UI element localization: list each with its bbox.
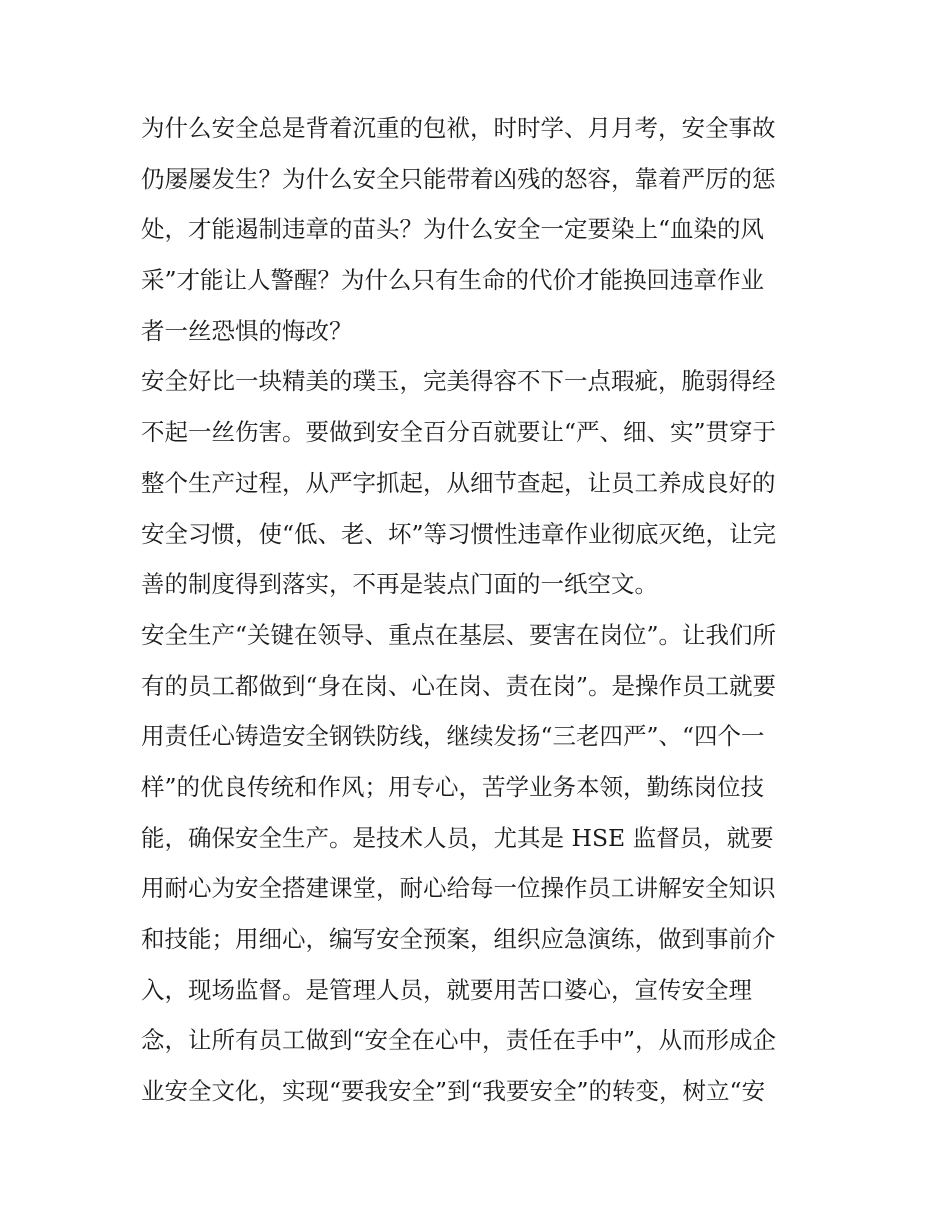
text-line: 采”才能让人警醒？为什么只有生命的代价才能换回违章作业: [141, 266, 765, 295]
paragraph-1: [141, 103, 811, 356]
text-line: 业安全文化，实现“要我安全”到“我要安全”的转变，树立“安: [141, 1077, 766, 1106]
text-line: 有的员工都做到“身在岗、心在岗、责在岗”。是操作员工就要: [141, 671, 777, 700]
text-line: 和技能；用细心，编写安全预案，组织应急演练，做到事前介: [141, 925, 776, 953]
text-line: 善的制度得到落实，不再是装点门面的一纸空文。: [141, 570, 658, 599]
document-body: [141, 103, 811, 1117]
paragraph-2: [141, 356, 811, 609]
text-line: 安全生产“关键在领导、重点在基层、要害在岗位”。让我们所: [141, 620, 777, 649]
text-line: 用责任心铸造安全钢铁防线，继续发扬“三老四严”、“四个一: [141, 722, 765, 751]
text-line: 整个生产过程，从严字抓起，从细节查起，让员工养成良好的: [141, 468, 776, 497]
text-line: 安全好比一块精美的璞玉，完美得容不下一点瑕疵，脆弱得经: [141, 367, 776, 396]
text-line: 入，现场监督。是管理人员，就要用苦口婆心，宣传安全理: [141, 975, 752, 1004]
paragraph-3: [141, 610, 811, 1117]
text-line: 仍屡屡发生？为什么安全只能带着凶残的怒容，靠着严厉的惩: [141, 164, 776, 193]
text-line: 用耐心为安全搭建课堂，耐心给每一位操作员工讲解安全知识: [141, 874, 776, 903]
text-line: 者一丝恐惧的悔改？: [141, 316, 353, 345]
text-line: 样”的优良传统和作风；用专心，苦学业务本领，勤练岗位技: [141, 772, 765, 801]
text-line: 安全习惯，使“低、老、坏”等习惯性违章作业彻底灭绝，让完: [141, 519, 777, 548]
text-line: 念，让所有员工做到“安全在心中，责任在手中”，从而形成企: [141, 1026, 777, 1055]
text-line: 不起一丝伤害。要做到安全百分百就要让“严、细、实”贯穿于: [141, 418, 777, 447]
text-line: 能，确保安全生产。是技术人员，尤其是 HSE 监督员，就要: [141, 823, 774, 852]
text-line: 为什么安全总是背着沉重的包袱，时时学、月月考，安全事故: [141, 114, 776, 142]
text-line: 处，才能遏制违章的苗头？为什么安全一定要染上“血染的风: [141, 215, 765, 244]
